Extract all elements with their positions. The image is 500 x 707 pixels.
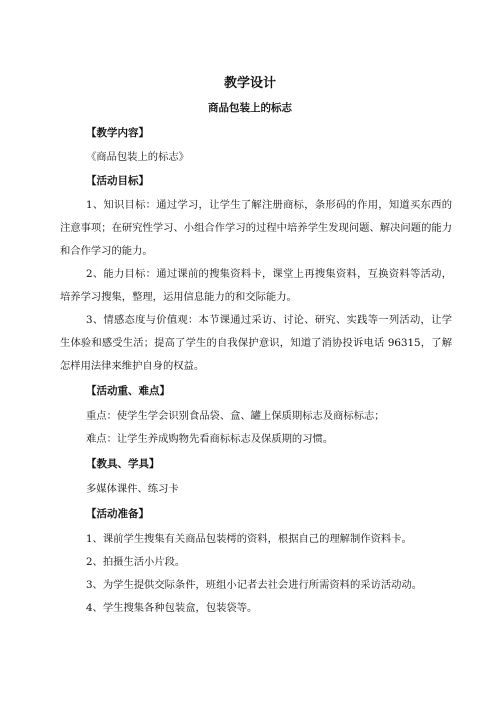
document-body <box>60 121 452 620</box>
goal-attitude: 3、情感态度与价值观：本节课通过采访、讨论、研究、实践等一列活动，让学生体验和感受生活；提高了学生的自我保护意识，知道了消协投诉电话 96315，了解怎样用法律来维护自身的权益。 <box>60 314 452 372</box>
document-subtitle: 商品包装上的标志 <box>208 102 292 114</box>
heading-key-points: 【活动重、难点】 <box>86 385 170 397</box>
preparation-item-2: 2、拍摄生活小片段。 <box>86 556 186 568</box>
key-point: 重点：使学生学会识别食品袋、盒、罐上保质期标志及商标标志； <box>86 410 385 422</box>
preparation-item-4: 4、学生搜集各种包装盒，包装袋等。 <box>86 602 258 614</box>
heading-teaching-content: 【教学内容】 <box>86 127 149 139</box>
document-title: 教学设计 <box>223 76 276 91</box>
goal-ability: 2、能力目标：通过课前的搜集资料卡，课堂上再搜集资料，互换资料等活动，培养学习搜集，整理，运用信息能力的和交际能力。 <box>60 268 452 303</box>
preparation-item-3: 3、为学生提供交际条件，班组小记者去社会进行所需资料的采访活动动。 <box>86 579 423 591</box>
heading-activity-preparation: 【活动准备】 <box>86 508 149 520</box>
goal-knowledge: 1、知识目标：通过学习，让学生了解注册商标，条形码的作用，知道买东西的注意事项；在研究性学习、小组合作学习的过程中培养学生发现问题、解决问题的能力和合作学习的能力。 <box>60 199 452 257</box>
teaching-tools-text: 多媒体课件、练习卡 <box>86 483 179 495</box>
heading-teaching-tools: 【教具、学具】 <box>86 458 160 470</box>
preparation-item-1: 1、课前学生搜集有关商品包装樗的资料，根据自己的理解制作资料卡。 <box>86 533 412 545</box>
heading-activity-goals: 【活动目标】 <box>86 175 149 187</box>
teaching-content-text: 《商品包装上的标志》 <box>86 151 189 163</box>
difficult-point: 难点：让学生养成购物先看商标标志及保质期的习惯。 <box>86 433 334 445</box>
